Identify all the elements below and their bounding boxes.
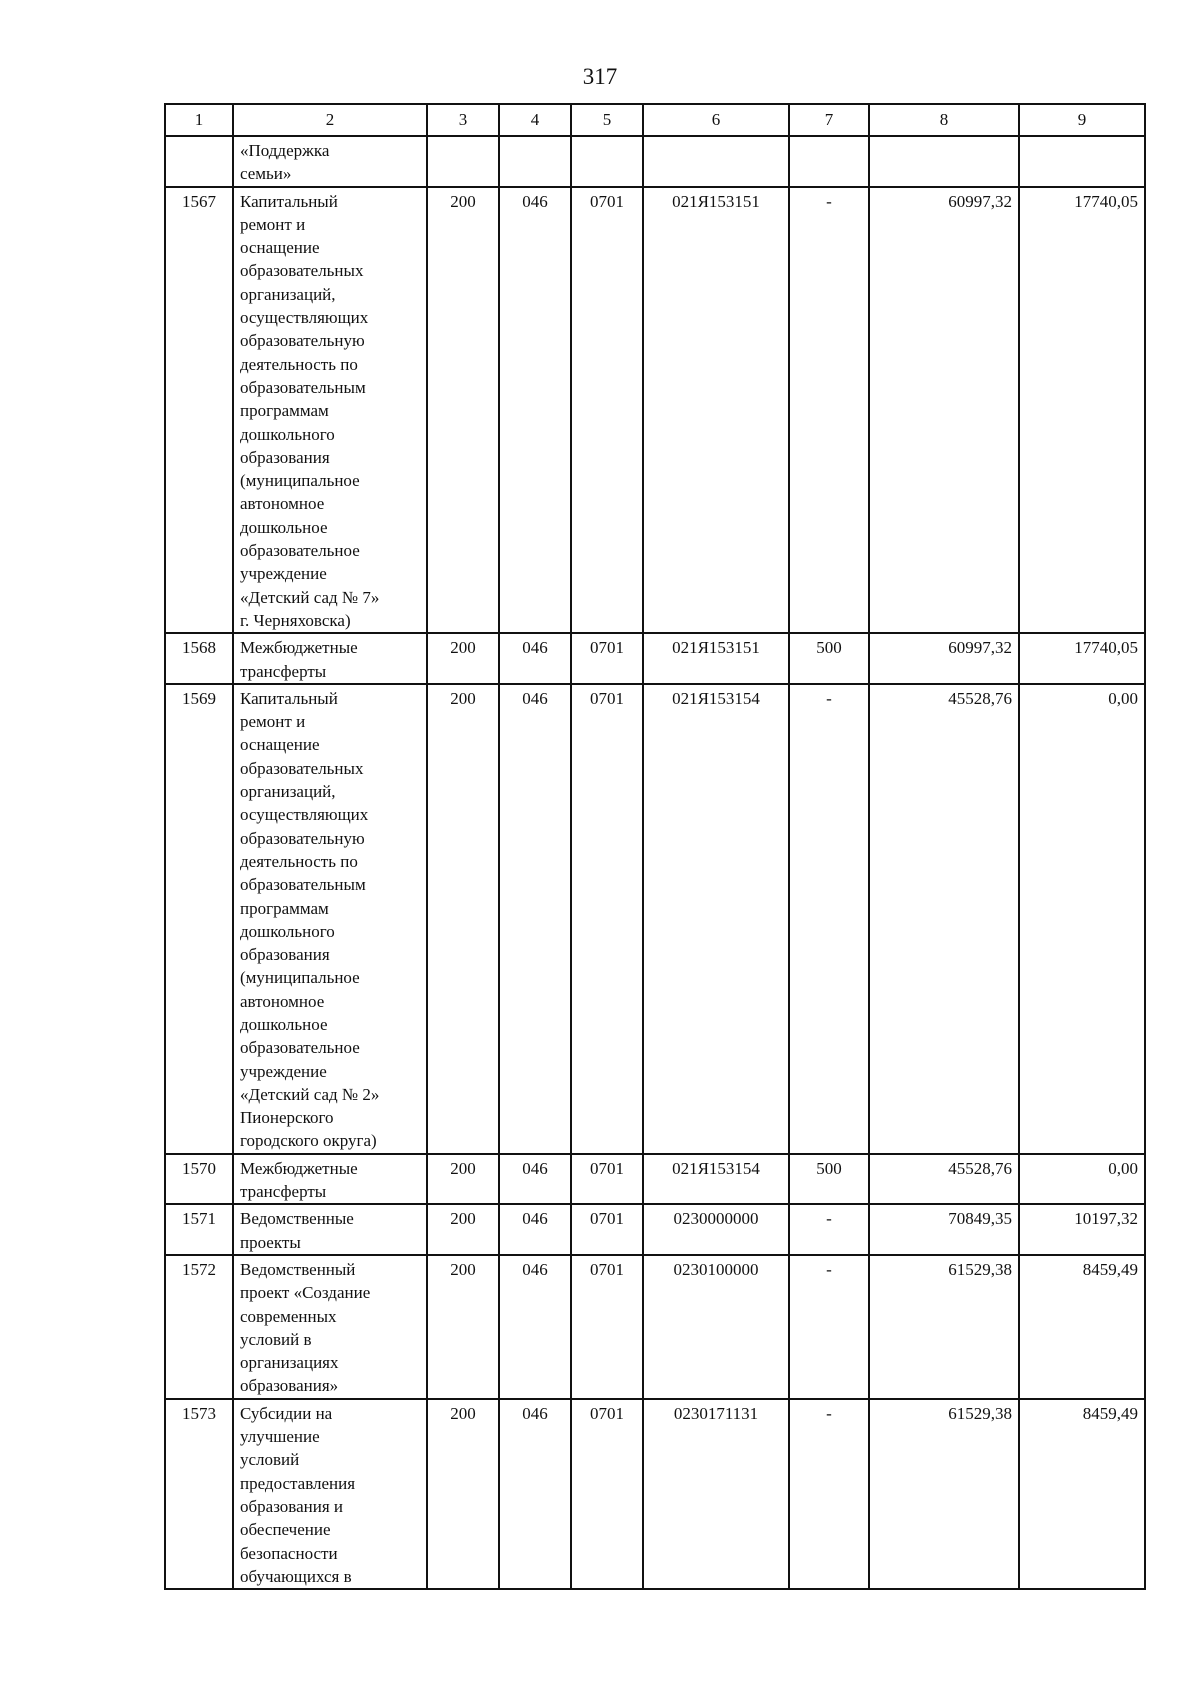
table-row <box>165 187 1145 634</box>
cell-col-6: 0230171131 <box>643 1399 789 1589</box>
row-description: Межбюджетные трансферты <box>233 633 427 684</box>
cell-col-5: 0701 <box>571 684 643 1154</box>
cell-col-9: 10197,32 <box>1019 1204 1145 1255</box>
cell-col-9: 8459,49 <box>1019 1255 1145 1399</box>
cell-col-8: 70849,35 <box>869 1204 1019 1255</box>
table-row <box>165 633 1145 684</box>
cell-col-5: 0701 <box>571 1255 643 1399</box>
cell-col-3: 200 <box>427 187 499 634</box>
cell-col-4 <box>499 136 571 187</box>
row-description: Межбюджетные трансферты <box>233 1154 427 1205</box>
cell-col-5: 0701 <box>571 1399 643 1589</box>
cell-col-4: 046 <box>499 187 571 634</box>
cell-col-7 <box>789 136 869 187</box>
cell-col-9: 0,00 <box>1019 1154 1145 1205</box>
header-row <box>165 104 1145 136</box>
cell-col-9: 8459,49 <box>1019 1399 1145 1589</box>
cell-col-8: 60997,32 <box>869 187 1019 634</box>
row-number: 1572 <box>165 1255 233 1399</box>
cell-col-3: 200 <box>427 633 499 684</box>
row-description: Капитальный ремонт и оснащение образовательных организаций, осуществляющих образовательную деятельность по образовательным программам дошкольного образования (муниципальное автономное дошкольное образовательное учреждение «Детский сад № 7» г. Черняховска) <box>233 187 427 634</box>
cell-col-7: - <box>789 1204 869 1255</box>
cell-col-4: 046 <box>499 1204 571 1255</box>
table-header <box>165 104 1145 136</box>
header-col-8: 8 <box>869 104 1019 136</box>
header-col-4: 4 <box>499 104 571 136</box>
row-description: Субсидии на улучшение условий предоставления образования и обеспечение безопасности обучающихся в <box>233 1399 427 1589</box>
cell-col-7: - <box>789 1255 869 1399</box>
cell-col-5: 0701 <box>571 1154 643 1205</box>
header-col-5: 5 <box>571 104 643 136</box>
cell-col-6: 021Я153151 <box>643 187 789 634</box>
table-row <box>165 136 1145 187</box>
row-number: 1568 <box>165 633 233 684</box>
row-number: 1570 <box>165 1154 233 1205</box>
cell-col-3: 200 <box>427 1255 499 1399</box>
table-row <box>165 1204 1145 1255</box>
cell-col-3: 200 <box>427 1154 499 1205</box>
table-row <box>165 1255 1145 1399</box>
cell-col-7: 500 <box>789 633 869 684</box>
row-number <box>165 136 233 187</box>
cell-col-5: 0701 <box>571 187 643 634</box>
header-col-6: 6 <box>643 104 789 136</box>
cell-col-6: 021Я153154 <box>643 684 789 1154</box>
cell-col-8: 45528,76 <box>869 1154 1019 1205</box>
cell-col-6: 0230000000 <box>643 1204 789 1255</box>
cell-col-5: 0701 <box>571 633 643 684</box>
cell-col-4: 046 <box>499 1154 571 1205</box>
budget-table <box>164 103 1146 1590</box>
table-body <box>165 136 1145 1589</box>
cell-col-9 <box>1019 136 1145 187</box>
cell-col-5: 0701 <box>571 1204 643 1255</box>
cell-col-3: 200 <box>427 1399 499 1589</box>
cell-col-6 <box>643 136 789 187</box>
row-description: Ведомственный проект «Создание современных условий в организациях образования» <box>233 1255 427 1399</box>
cell-col-8: 60997,32 <box>869 633 1019 684</box>
table-row <box>165 684 1145 1154</box>
cell-col-3: 200 <box>427 1204 499 1255</box>
row-description: «Поддержка семьи» <box>233 136 427 187</box>
row-description: Ведомственные проекты <box>233 1204 427 1255</box>
cell-col-9: 0,00 <box>1019 684 1145 1154</box>
row-number: 1569 <box>165 684 233 1154</box>
page-number: 317 <box>582 64 618 89</box>
cell-col-6: 021Я153154 <box>643 1154 789 1205</box>
header-col-7: 7 <box>789 104 869 136</box>
cell-col-4: 046 <box>499 633 571 684</box>
cell-col-3 <box>427 136 499 187</box>
cell-col-8: 45528,76 <box>869 684 1019 1154</box>
cell-col-6: 0230100000 <box>643 1255 789 1399</box>
row-number: 1567 <box>165 187 233 634</box>
header-col-2: 2 <box>233 104 427 136</box>
cell-col-4: 046 <box>499 1399 571 1589</box>
cell-col-8: 61529,38 <box>869 1255 1019 1399</box>
cell-col-9: 17740,05 <box>1019 633 1145 684</box>
cell-col-4: 046 <box>499 684 571 1154</box>
cell-col-7: - <box>789 684 869 1154</box>
row-number: 1571 <box>165 1204 233 1255</box>
row-number: 1573 <box>165 1399 233 1589</box>
cell-col-6: 021Я153151 <box>643 633 789 684</box>
cell-col-7: 500 <box>789 1154 869 1205</box>
cell-col-8: 61529,38 <box>869 1399 1019 1589</box>
header-col-1: 1 <box>165 104 233 136</box>
header-col-3: 3 <box>427 104 499 136</box>
cell-col-7: - <box>789 187 869 634</box>
cell-col-8 <box>869 136 1019 187</box>
header-col-9: 9 <box>1019 104 1145 136</box>
cell-col-3: 200 <box>427 684 499 1154</box>
cell-col-9: 17740,05 <box>1019 187 1145 634</box>
cell-col-7: - <box>789 1399 869 1589</box>
cell-col-5 <box>571 136 643 187</box>
table-row <box>165 1399 1145 1589</box>
cell-col-4: 046 <box>499 1255 571 1399</box>
table-row <box>165 1154 1145 1205</box>
row-description: Капитальный ремонт и оснащение образовательных организаций, осуществляющих образовательную деятельность по образовательным программам дошкольного образования (муниципальное автономное дошкольное образовательное учреждение «Детский сад № 2» Пионерского городского округа) <box>233 684 427 1154</box>
